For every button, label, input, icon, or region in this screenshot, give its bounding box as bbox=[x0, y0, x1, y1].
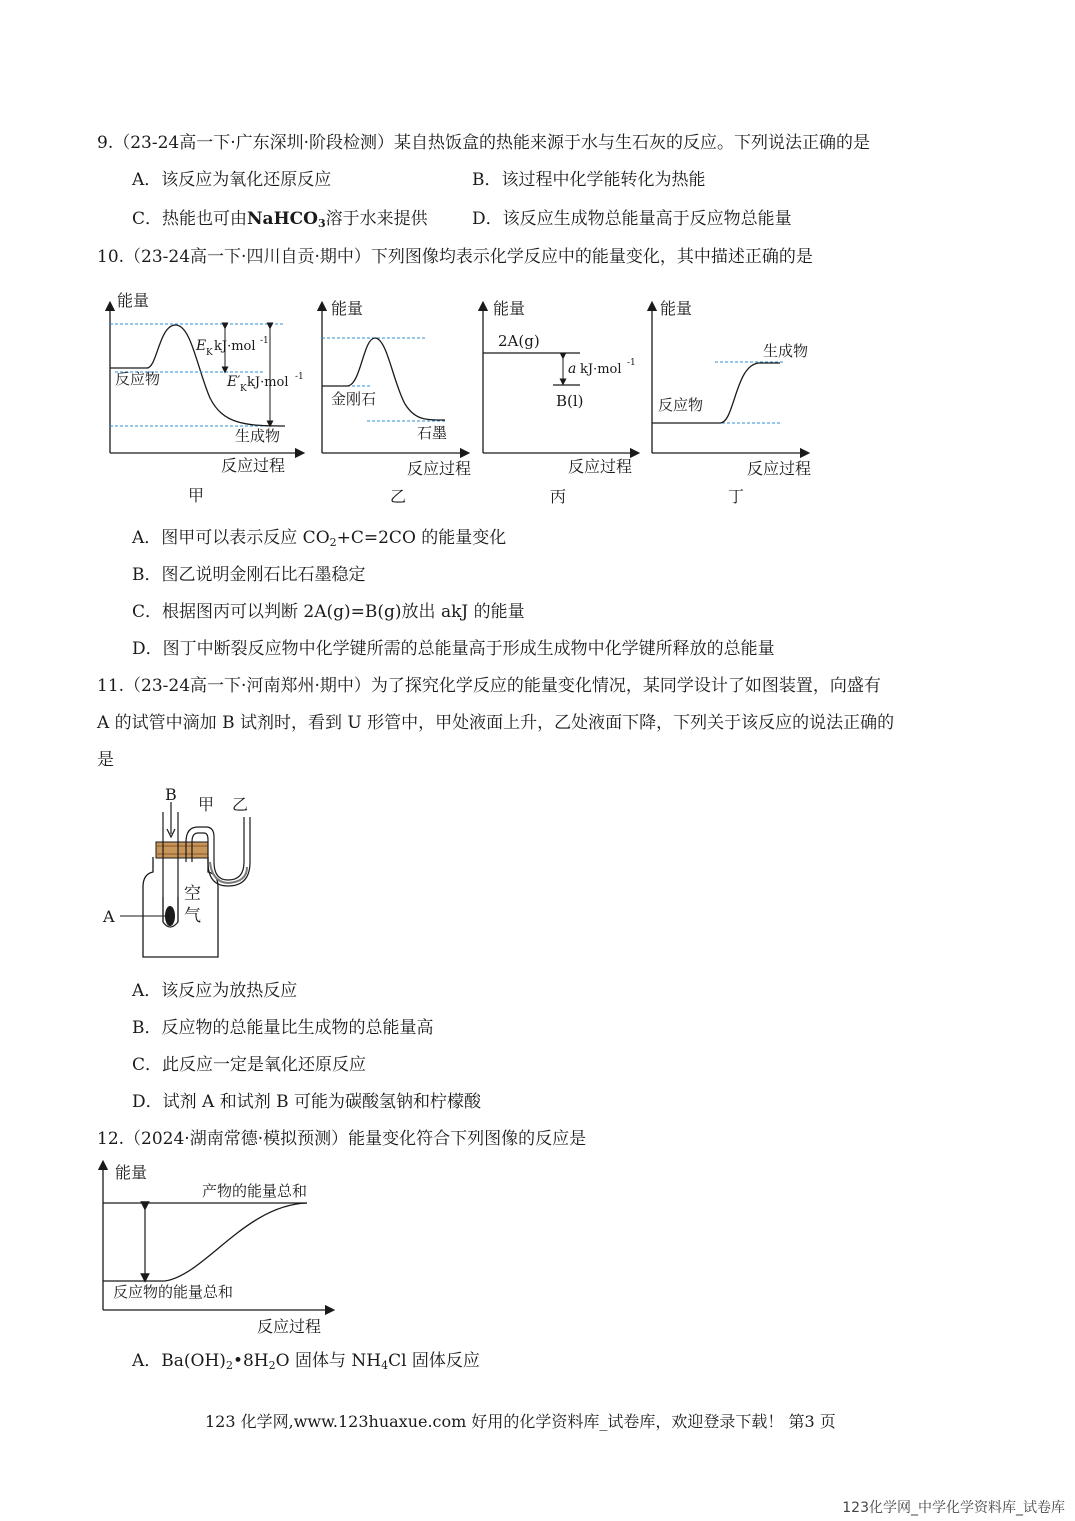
q10-stem: 10.（23-24高一下·四川自贡·期中）下列图像均表示化学反应中的能量变化，其中描述正确的是 bbox=[97, 247, 813, 267]
bottle bbox=[143, 857, 218, 957]
q12-option-a bbox=[132, 1350, 480, 1372]
jia-ek2-sup: -1 bbox=[295, 372, 304, 382]
q11-option-b: B．反应物的总能量比生成物的总能量高 bbox=[132, 1018, 434, 1038]
diagram-jia bbox=[110, 291, 304, 505]
q12-option-a-sub2: 2 bbox=[268, 1359, 276, 1372]
q11-option-c: C．此反应一定是氧化还原反应 bbox=[132, 1055, 367, 1075]
q12-option-a-sub3: 4 bbox=[381, 1359, 389, 1372]
diagram-bing bbox=[483, 299, 636, 506]
bing-a-sup: -1 bbox=[627, 358, 636, 368]
yi-ylabel: 能量 bbox=[331, 299, 364, 318]
q11-apparatus bbox=[98, 782, 268, 967]
q10-option-a-sub: 2 bbox=[329, 536, 337, 549]
ding-ylabel: 能量 bbox=[660, 299, 693, 318]
ding-reactant: 反应物 bbox=[658, 396, 704, 414]
label-jia: 甲 bbox=[198, 795, 215, 814]
q11-stem-1: 11.（23-24高一下·河南郑州·期中）为了探究化学反应的能量变化情况，某同学设计了如图装置，向盛有 bbox=[97, 676, 881, 696]
q10-option-a-post: +C=2CO 的能量变化 bbox=[336, 528, 507, 548]
diagram-ding bbox=[652, 299, 811, 506]
jia-ek2-sub: K bbox=[240, 384, 247, 394]
yi-product: 石墨 bbox=[417, 424, 448, 442]
yi-reactant: 金刚石 bbox=[331, 390, 377, 408]
q9-option-c-formula: NaHCO bbox=[247, 209, 318, 229]
q9-stem: 9.（23-24高一下·广东深圳·阶段检测）某自热饭盒的热能来源于水与生石灰的反应。下列说法正确的是 bbox=[97, 133, 871, 153]
q10-option-d: D．图丁中断裂反应物中化学键所需的总能量高于形成生成物中化学键所释放的总能量 bbox=[132, 639, 775, 659]
jia-ek: E bbox=[196, 338, 207, 354]
jia-ek-sub: K bbox=[206, 348, 213, 358]
label-qi: 气 bbox=[184, 906, 201, 926]
q12-option-a-sub1: 2 bbox=[225, 1359, 233, 1372]
yi-xlabel: 反应过程 bbox=[407, 459, 472, 478]
label-a: A bbox=[103, 907, 115, 926]
jia-xlabel: 反应过程 bbox=[221, 456, 286, 475]
label-kong: 空 bbox=[184, 884, 201, 904]
jia-ek-sup: -1 bbox=[260, 336, 269, 346]
q10-option-b: B．图乙说明金刚石比石墨稳定 bbox=[132, 565, 366, 585]
yi-caption: 乙 bbox=[390, 487, 407, 506]
q12-ylabel: 能量 bbox=[115, 1163, 148, 1182]
jia-caption: 甲 bbox=[188, 486, 205, 505]
watermark: 123化学网_中学化学资料库_试卷库 bbox=[842, 1500, 1065, 1516]
ding-caption: 丁 bbox=[728, 487, 745, 506]
q9-option-b: B．该过程中化学能转化为热能 bbox=[472, 170, 706, 190]
jia-reactant: 反应物 bbox=[115, 370, 161, 388]
q12-option-a-4: Cl 固体反应 bbox=[388, 1351, 480, 1371]
q10-option-a-pre: A．图甲可以表示反应 CO bbox=[132, 528, 330, 548]
stopper bbox=[156, 842, 208, 858]
bing-top: 2A(g) bbox=[498, 332, 540, 350]
q12-energy-diagram bbox=[95, 1160, 345, 1340]
q12-option-a-2: •8H bbox=[232, 1351, 269, 1371]
q12-option-a-1: A．Ba(OH) bbox=[132, 1351, 226, 1371]
bing-a: a bbox=[568, 361, 577, 377]
label-b: B bbox=[165, 785, 177, 804]
q12-bottom-label: 反应物的能量总和 bbox=[113, 1283, 234, 1301]
q9-option-a: A．该反应为氧化还原反应 bbox=[132, 170, 332, 190]
bing-a-unit: kJ·mol bbox=[580, 362, 622, 377]
jia-ek2: E′ bbox=[227, 374, 241, 390]
bing-xlabel: 反应过程 bbox=[568, 457, 633, 476]
reagent-a-blob bbox=[165, 906, 175, 926]
q9-option-c-pre: C．热能也可由 bbox=[132, 209, 248, 229]
q12-top-label: 产物的能量总和 bbox=[202, 1182, 308, 1200]
page-footer: 123 化学网,www.123huaxue.com 好用的化学资料库_试卷库，欢迎登录下载！ 第3 页 bbox=[205, 1412, 836, 1431]
q11-option-d: D．试剂 A 和试剂 B 可能为碳酸氢钠和柠檬酸 bbox=[132, 1092, 482, 1112]
ding-product: 生成物 bbox=[763, 342, 809, 360]
q12-stem: 12.（2024·湖南常德·模拟预测）能量变化符合下列图像的反应是 bbox=[97, 1129, 587, 1149]
q9-option-c bbox=[132, 208, 428, 230]
q11-stem-3: 是 bbox=[97, 750, 114, 770]
q10-option-c: C．根据图丙可以判断 2A(g)=B(g)放出 akJ 的能量 bbox=[132, 602, 525, 622]
q11-option-a: A．该反应为放热反应 bbox=[132, 981, 298, 1001]
q11-stem-2: A 的试管中滴加 B 试剂时，看到 U 形管中，甲处液面上升，乙处液面下降，下列关于该反应的说法正确的 bbox=[97, 713, 895, 733]
ding-xlabel: 反应过程 bbox=[747, 459, 812, 478]
bing-ylabel: 能量 bbox=[493, 299, 526, 318]
jia-product: 生成物 bbox=[235, 427, 281, 445]
q10-energy-diagrams bbox=[95, 288, 835, 513]
jia-ylabel: 能量 bbox=[117, 291, 150, 310]
label-yi: 乙 bbox=[232, 795, 249, 814]
bing-bottom: B(l) bbox=[556, 392, 584, 410]
diagram-yi bbox=[322, 299, 471, 506]
q9-option-d: D．该反应生成物总能量高于反应物总能量 bbox=[472, 209, 792, 229]
q12-xlabel: 反应过程 bbox=[257, 1317, 322, 1336]
q9-option-c-post: 溶于水来提供 bbox=[325, 209, 428, 229]
jia-ek2-unit: kJ·mol bbox=[247, 375, 289, 390]
q10-option-a bbox=[132, 527, 506, 549]
q12-option-a-3: O 固体与 NH bbox=[275, 1351, 382, 1371]
bing-caption: 丙 bbox=[550, 487, 567, 506]
q9-option-c-sub: 3 bbox=[317, 217, 326, 230]
jia-ek-unit: kJ·mol bbox=[214, 339, 256, 354]
